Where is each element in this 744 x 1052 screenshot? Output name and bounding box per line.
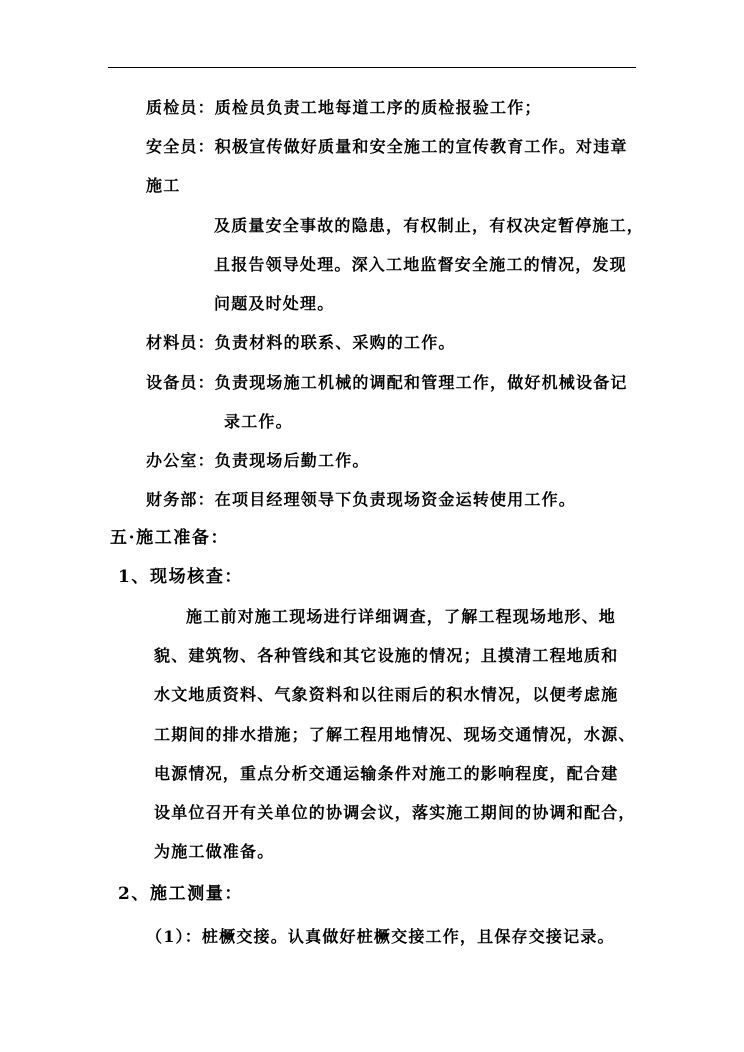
role-safety-officer-cont: 及质量安全事故的隐患，有权制止，有权决定暂停施工， xyxy=(214,216,645,235)
role-equipment-officer-cont: 录工作。 xyxy=(224,412,293,431)
paragraph-line: 为施工做准备。 xyxy=(154,842,275,861)
role-quality-inspector: 质检员：质检员负责工地每道工序的质检报验工作； xyxy=(146,98,542,117)
role-safety-officer-cont: 且报告领导处理。深入工地监督安全施工的情况，发现 xyxy=(214,255,627,274)
header-rule xyxy=(108,67,636,68)
paragraph-line: 施工前对施工现场进行详细调查，了解工程现场地形、地 xyxy=(186,607,617,626)
role-materials-officer: 材料员：负责材料的联系、采购的工作。 xyxy=(146,333,456,352)
role-safety-officer-cont: 问题及时处理。 xyxy=(214,294,335,313)
paragraph-line: 设单位召开有关单位的协调会议，落实施工期间的协调和配合， xyxy=(154,803,636,822)
subsection-heading: 2、施工测量： xyxy=(118,884,244,904)
role-safety-officer: 安全员：积极宣传做好质量和安全施工的宣传教育工作。对违章 xyxy=(146,137,628,156)
paragraph-line: 水文地质资料、气象资料和以往雨后的积水情况，以便考虑施 xyxy=(154,685,619,704)
subsection-heading: 1、现场核查： xyxy=(118,567,244,587)
role-office: 办公室：负责现场后勤工作。 xyxy=(146,451,370,470)
section-heading: 五·施工准备： xyxy=(110,528,230,548)
role-equipment-officer: 设备员：负责现场施工机械的调配和管理工作，做好机械设备记 xyxy=(146,373,628,392)
paragraph-line: 电源情况，重点分析交通运输条件对施工的影响程度，配合建 xyxy=(154,764,619,783)
role-finance: 财务部：在项目经理领导下负责现场资金运转使用工作。 xyxy=(146,490,577,509)
list-item: （1）：桩橛交接。认真做好桩橛交接工作，且保存交接记录。 xyxy=(146,927,615,946)
role-safety-officer-cont: 施工 xyxy=(146,176,181,195)
paragraph-line: 工期间的排水措施；了解工程用地情况、现场交通情况，水源、 xyxy=(154,725,636,744)
paragraph-line: 貌、建筑物、各种管线和其它设施的情况；且摸清工程地质和 xyxy=(154,646,619,665)
